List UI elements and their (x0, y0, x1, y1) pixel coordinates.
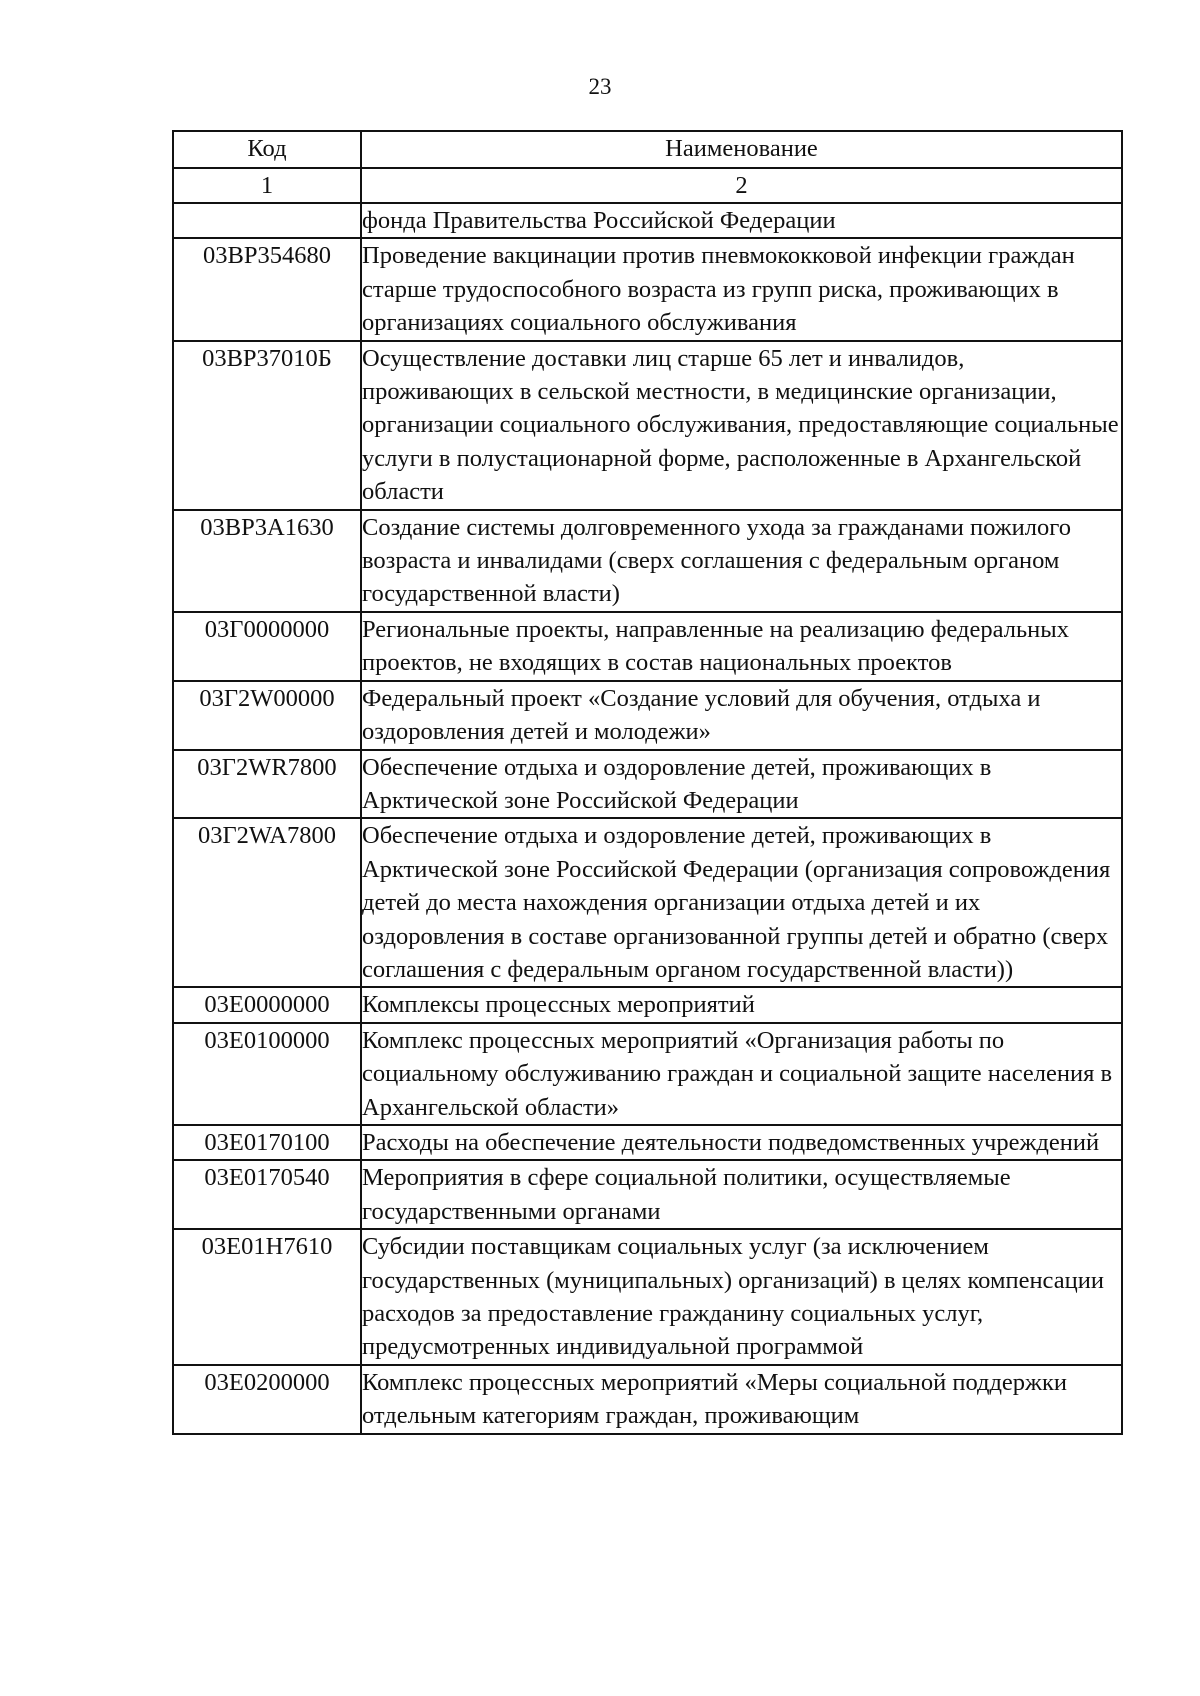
row-code: 03Г2WA7800 (173, 818, 361, 987)
row-name: фонда Правительства Российской Федерации (361, 203, 1122, 238)
table-row (173, 1125, 1122, 1160)
table-row (173, 818, 1122, 987)
row-code: 03BP3A1630 (173, 510, 361, 612)
table-row (173, 203, 1122, 238)
row-name: Региональные проекты, направленные на реализацию федеральных проектов, не входящих в состав национальных проектов (361, 612, 1122, 681)
row-name: Федеральный проект «Создание условий для обучения, отдыха и оздоровления детей и молодежи» (361, 681, 1122, 750)
row-name: Субсидии поставщикам социальных услуг (за исключением государственных (муниципальных) организаций) в целях компенсации расходов за предоставление гражданину социальных услуг, предусмотренных индивидуальной программой (361, 1229, 1122, 1365)
row-name: Проведение вакцинации против пневмококковой инфекции граждан старше трудоспособного возраста из групп риска, проживающих в организациях социального обслуживания (361, 238, 1122, 340)
row-code: 03BP354680 (173, 238, 361, 340)
row-code: 03Е0000000 (173, 987, 361, 1022)
row-name: Расходы на обеспечение деятельности подведомственных учреждений (361, 1125, 1122, 1160)
table-row (173, 1023, 1122, 1125)
table-row (173, 681, 1122, 750)
table-row (173, 987, 1122, 1022)
row-name: Обеспечение отдыха и оздоровление детей, проживающих в Арктической зоне Российской Федерации (361, 750, 1122, 819)
row-code: 03Г2W00000 (173, 681, 361, 750)
column-number-code: 1 (173, 168, 361, 203)
header-row (173, 131, 1122, 168)
row-code: 03Г0000000 (173, 612, 361, 681)
row-name: Обеспечение отдыха и оздоровление детей, проживающих в Арктической зоне Российской Федерации (организация сопровождения детей до места нахождения организации отдыха детей и их оздоровления в составе организованной группы детей и обратно (сверх соглашения с федеральным органом государственной власти)) (361, 818, 1122, 987)
column-number-name: 2 (361, 168, 1122, 203)
table-row (173, 612, 1122, 681)
table-row (173, 1365, 1122, 1434)
row-name: Осуществление доставки лиц старше 65 лет и инвалидов, проживающих в сельской местности, в медицинские организации, организации социального обслуживания, предоставляющие социальные услуги в полустационарной форме, расположенные в Архангельской области (361, 341, 1122, 510)
table-row (173, 341, 1122, 510)
row-name: Комплексы процессных мероприятий (361, 987, 1122, 1022)
row-name: Комплекс процессных мероприятий «Организация работы по социальному обслуживанию граждан и социальной защите населения в Архангельской области» (361, 1023, 1122, 1125)
row-code: 03Е0170100 (173, 1125, 361, 1160)
row-code: 03Е0170540 (173, 1160, 361, 1229)
column-number-row (173, 168, 1122, 203)
page-number: 23 (588, 74, 612, 99)
row-name: Мероприятия в сфере социальной политики, осуществляемые государственными органами (361, 1160, 1122, 1229)
row-name: Создание системы долговременного ухода за гражданами пожилого возраста и инвалидами (сверх соглашения с федеральным органом государственной власти) (361, 510, 1122, 612)
row-code: 03Е0100000 (173, 1023, 361, 1125)
row-name: Комплекс процессных мероприятий «Меры социальной поддержки отдельным категориям граждан, проживающим (361, 1365, 1122, 1434)
table-row (173, 238, 1122, 340)
row-code: 03BP37010Б (173, 341, 361, 510)
table-row (173, 1160, 1122, 1229)
header-name: Наименование (361, 131, 1122, 168)
code-table (172, 130, 1123, 1435)
table-row (173, 1229, 1122, 1365)
table-row (173, 750, 1122, 819)
header-code: Код (173, 131, 361, 168)
row-code: 03Е01Н7610 (173, 1229, 361, 1365)
row-code: 03Е0200000 (173, 1365, 361, 1434)
row-code: 03Г2WR7800 (173, 750, 361, 819)
table-row (173, 510, 1122, 612)
row-code (173, 203, 361, 238)
